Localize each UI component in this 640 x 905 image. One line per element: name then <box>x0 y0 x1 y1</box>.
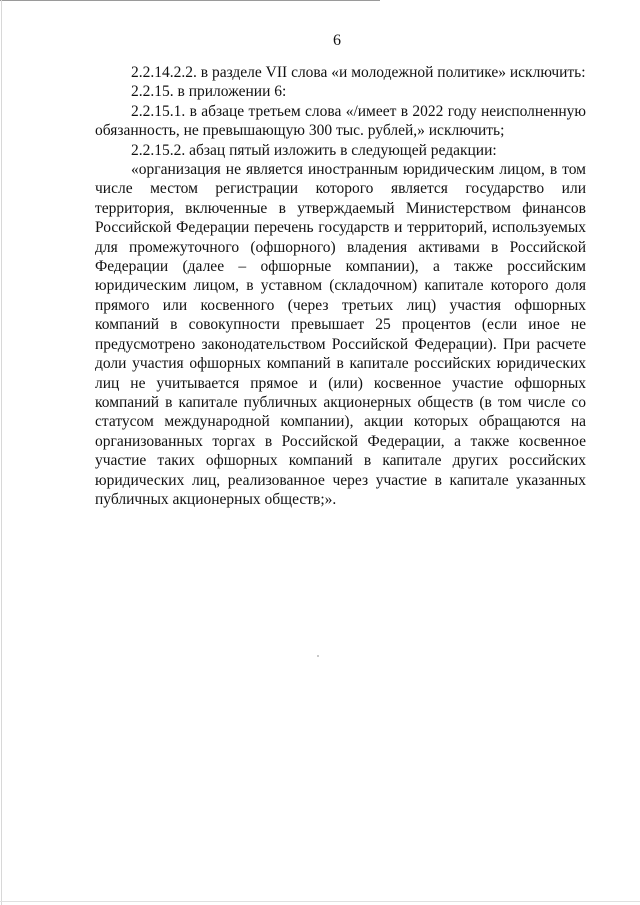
scan-bottom-edge-line <box>0 901 640 902</box>
page-number: 6 <box>333 32 341 49</box>
paragraph-2-2-15-2: 2.2.15.2. абзац пятый изложить в следующей редакции: <box>131 141 497 159</box>
scan-top-edge-line <box>0 0 380 1</box>
paragraph-new-wording: «организация не является иностранным юридическим лицом, в том числе местом регистрации которого является государство или территория, включенные в утверждаемый Министерством финансов Российской Федерации перечень государств и территорий, используемых для промежуточного (офшорного) владения активами в Российской Федерации (далее – офшорные компании), а также российским юридическим лицом, в уставном (складочном) капитале которого доля прямого или косвенного (через третьих лиц) участия офшорных компаний в совокупности превышает 25 процентов (если иное не предусмотрено законодательством Российской Федерации). При расчете доли участия офшорных компаний в капитале российских юридических лиц не учитывается прямое и (или) косвенное участие офшорных компаний в капитале публичных акционерных обществ (в том числе со статусом международной компании), акции которых обращаются на организованных торгах в Российской Федерации, а также косвенное участие таких офшорных компаний в капитале других российских юридических лиц, реализованное через участие в капитале указанных публичных акционерных обществ;». <box>95 161 586 508</box>
paragraph-2-2-15: 2.2.15. в приложении 6: <box>131 83 287 101</box>
paragraph-2-2-14-2-2: 2.2.14.2.2. в разделе VII слова «и молодежной политике» исключить: <box>131 64 586 81</box>
paragraph-2-2-15-1: 2.2.15.1. в абзаце третьем слова «/имеет в 2022 году неисполненную обязанность, не превышающую 300 тыс. рублей,» исключить; <box>95 102 586 140</box>
document-body <box>95 63 586 509</box>
scan-speck <box>317 655 319 657</box>
scan-left-edge-line <box>1 0 2 905</box>
